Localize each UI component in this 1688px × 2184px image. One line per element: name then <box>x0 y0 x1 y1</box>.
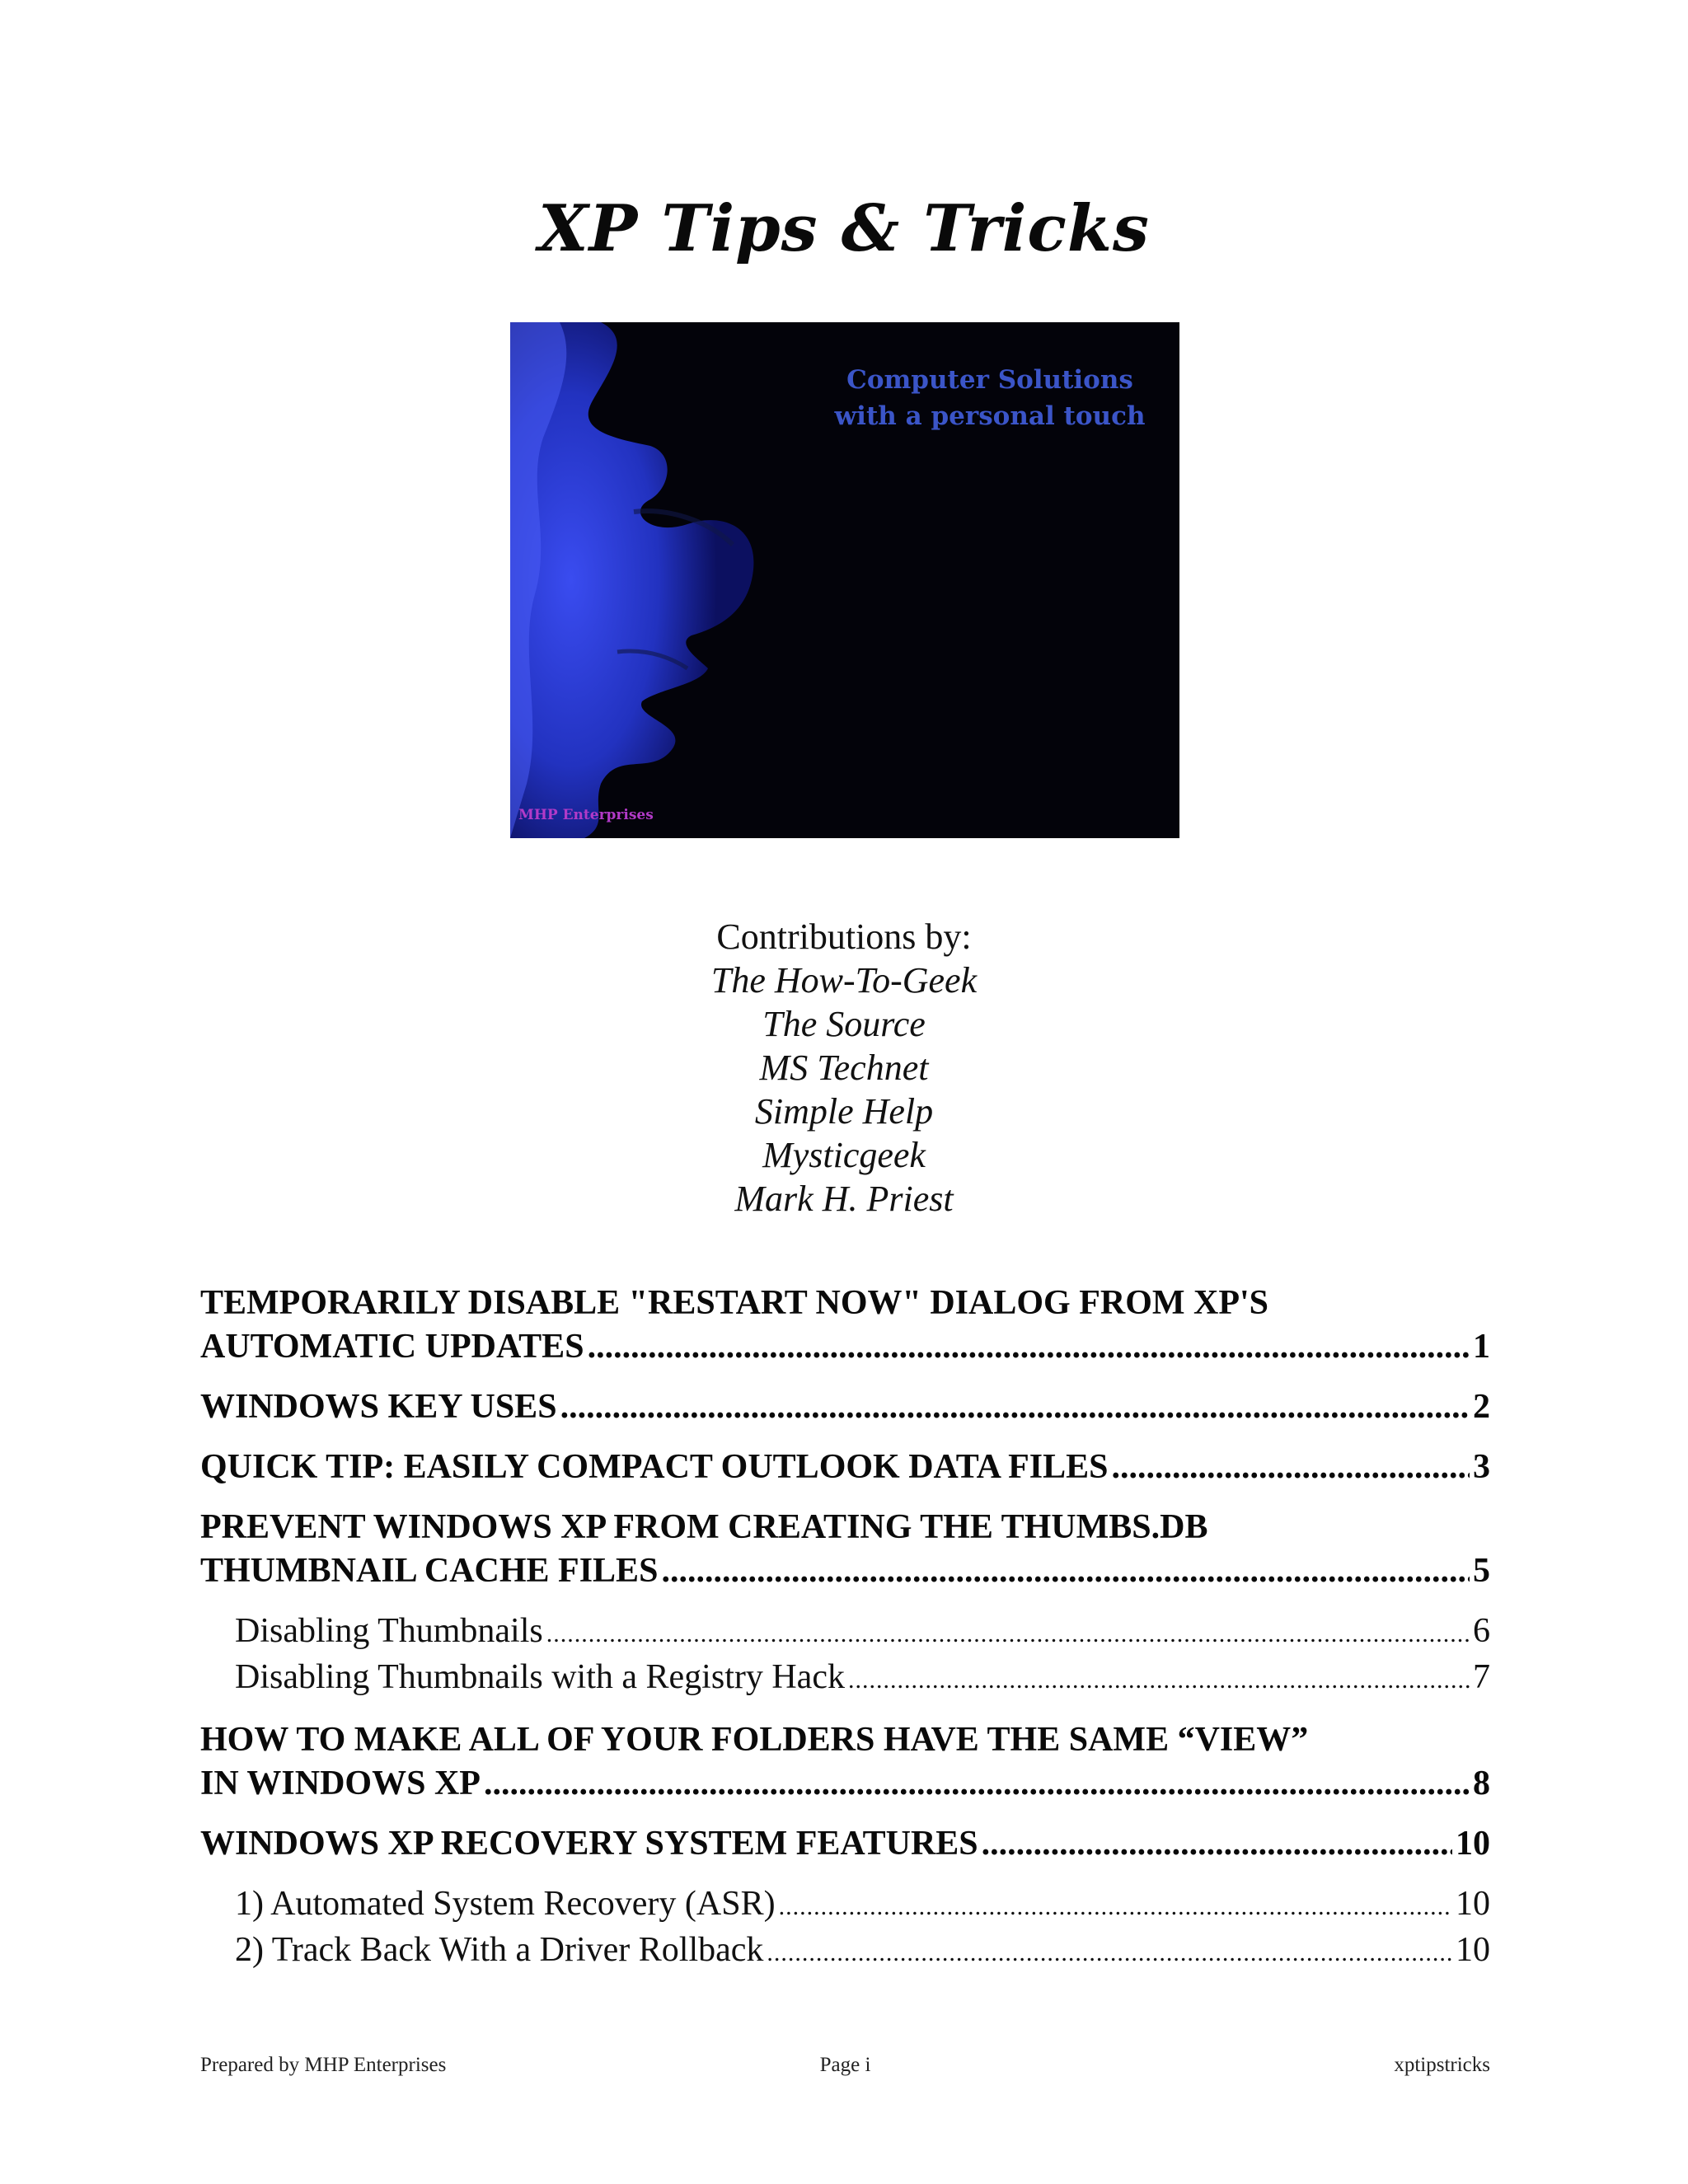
footer-page-number: Page i <box>819 2054 871 2076</box>
footer-left: Prepared by MHP Enterprises <box>200 2054 447 2076</box>
contributor-name: The How-To-Geek <box>710 960 978 1001</box>
toc-page-number: 6 <box>1473 1612 1490 1650</box>
dot-leader <box>1112 1446 1470 1489</box>
dot-leader <box>588 1325 1470 1369</box>
cover-image <box>510 322 1179 838</box>
toc-page-number: 10 <box>1456 1885 1490 1923</box>
toc-page-number: 8 <box>1473 1765 1490 1802</box>
toc-subentry-label: 2) Track Back With a Driver Rollback <box>235 1931 764 1969</box>
contributions-heading: Contributions by: <box>716 916 972 957</box>
toc-entry[interactable] <box>200 1282 1490 1369</box>
toc-page-number: 3 <box>1473 1448 1490 1486</box>
toc-subentry-label: Disabling Thumbnails <box>235 1612 543 1650</box>
toc-entry-title-line: IN WINDOWS XP <box>200 1765 481 1802</box>
dot-leader <box>484 1762 1470 1806</box>
toc-entry-title-line: WINDOWS XP RECOVERY SYSTEM FEATURES <box>200 1825 978 1863</box>
dot-leader <box>546 1610 1470 1656</box>
toc-entry-title-line: QUICK TIP: EASILY COMPACT OUTLOOK DATA FILES <box>200 1448 1109 1486</box>
toc-entry[interactable] <box>200 1822 1490 1866</box>
cover-slogan-line-1: Computer Solutions <box>846 365 1133 395</box>
toc-entry-title-line: THUMBNAIL CACHE FILES <box>200 1552 659 1590</box>
dot-leader <box>848 1656 1470 1702</box>
toc-entry[interactable] <box>200 1506 1490 1593</box>
toc-subentry[interactable] <box>200 1656 1490 1702</box>
toc-entry[interactable] <box>200 1718 1490 1806</box>
toc-subentry[interactable] <box>200 1929 1490 1975</box>
toc-page-number: 5 <box>1473 1552 1490 1590</box>
toc-subentry[interactable] <box>200 1882 1490 1929</box>
cover-slogan-line-2: with a personal touch <box>834 401 1146 431</box>
cover-brand: MHP Enterprises <box>518 807 654 823</box>
toc-page-number: 2 <box>1473 1388 1490 1426</box>
table-of-contents <box>200 1282 1490 1975</box>
contributor-name: The Source <box>762 1004 926 1044</box>
cover-slogan <box>817 362 1163 434</box>
dot-leader <box>560 1385 1470 1429</box>
toc-page-number: 10 <box>1456 1825 1490 1863</box>
toc-entry[interactable] <box>200 1446 1490 1489</box>
toc-entry-title-line: WINDOWS KEY USES <box>200 1388 557 1426</box>
toc-subentry-label: Disabling Thumbnails with a Registry Hack <box>235 1658 845 1696</box>
toc-page-number: 1 <box>1473 1328 1490 1366</box>
footer-right: xptipstricks <box>1394 2054 1490 2076</box>
toc-entry-title-line: TEMPORARILY DISABLE "RESTART NOW" DIALOG FROM XP'S <box>200 1284 1269 1322</box>
toc-entry-title-line: PREVENT WINDOWS XP FROM CREATING THE THUMBS.DB <box>200 1508 1208 1546</box>
dot-leader <box>779 1882 1452 1929</box>
toc-entry-title-line: HOW TO MAKE ALL OF YOUR FOLDERS HAVE THE SAME “VIEW” <box>200 1721 1309 1759</box>
toc-entry-title-line: AUTOMATIC UPDATES <box>200 1328 584 1366</box>
dot-leader <box>982 1822 1452 1866</box>
contributor-name: Mark H. Priest <box>734 1179 954 1219</box>
contributions-block <box>0 915 1688 1221</box>
contributor-name: MS Technet <box>759 1047 929 1088</box>
toc-subentry[interactable] <box>200 1610 1490 1656</box>
toc-entry[interactable] <box>200 1385 1490 1429</box>
toc-subentry-label: 1) Automated System Recovery (ASR) <box>235 1885 776 1923</box>
dot-leader <box>661 1549 1470 1593</box>
toc-page-number: 10 <box>1456 1931 1490 1969</box>
contributor-name: Mysticgeek <box>762 1135 926 1175</box>
contributor-name: Simple Help <box>754 1091 934 1132</box>
document-title: XP Tips & Tricks <box>538 191 1150 266</box>
toc-page-number: 7 <box>1473 1658 1490 1696</box>
dot-leader <box>767 1929 1452 1975</box>
